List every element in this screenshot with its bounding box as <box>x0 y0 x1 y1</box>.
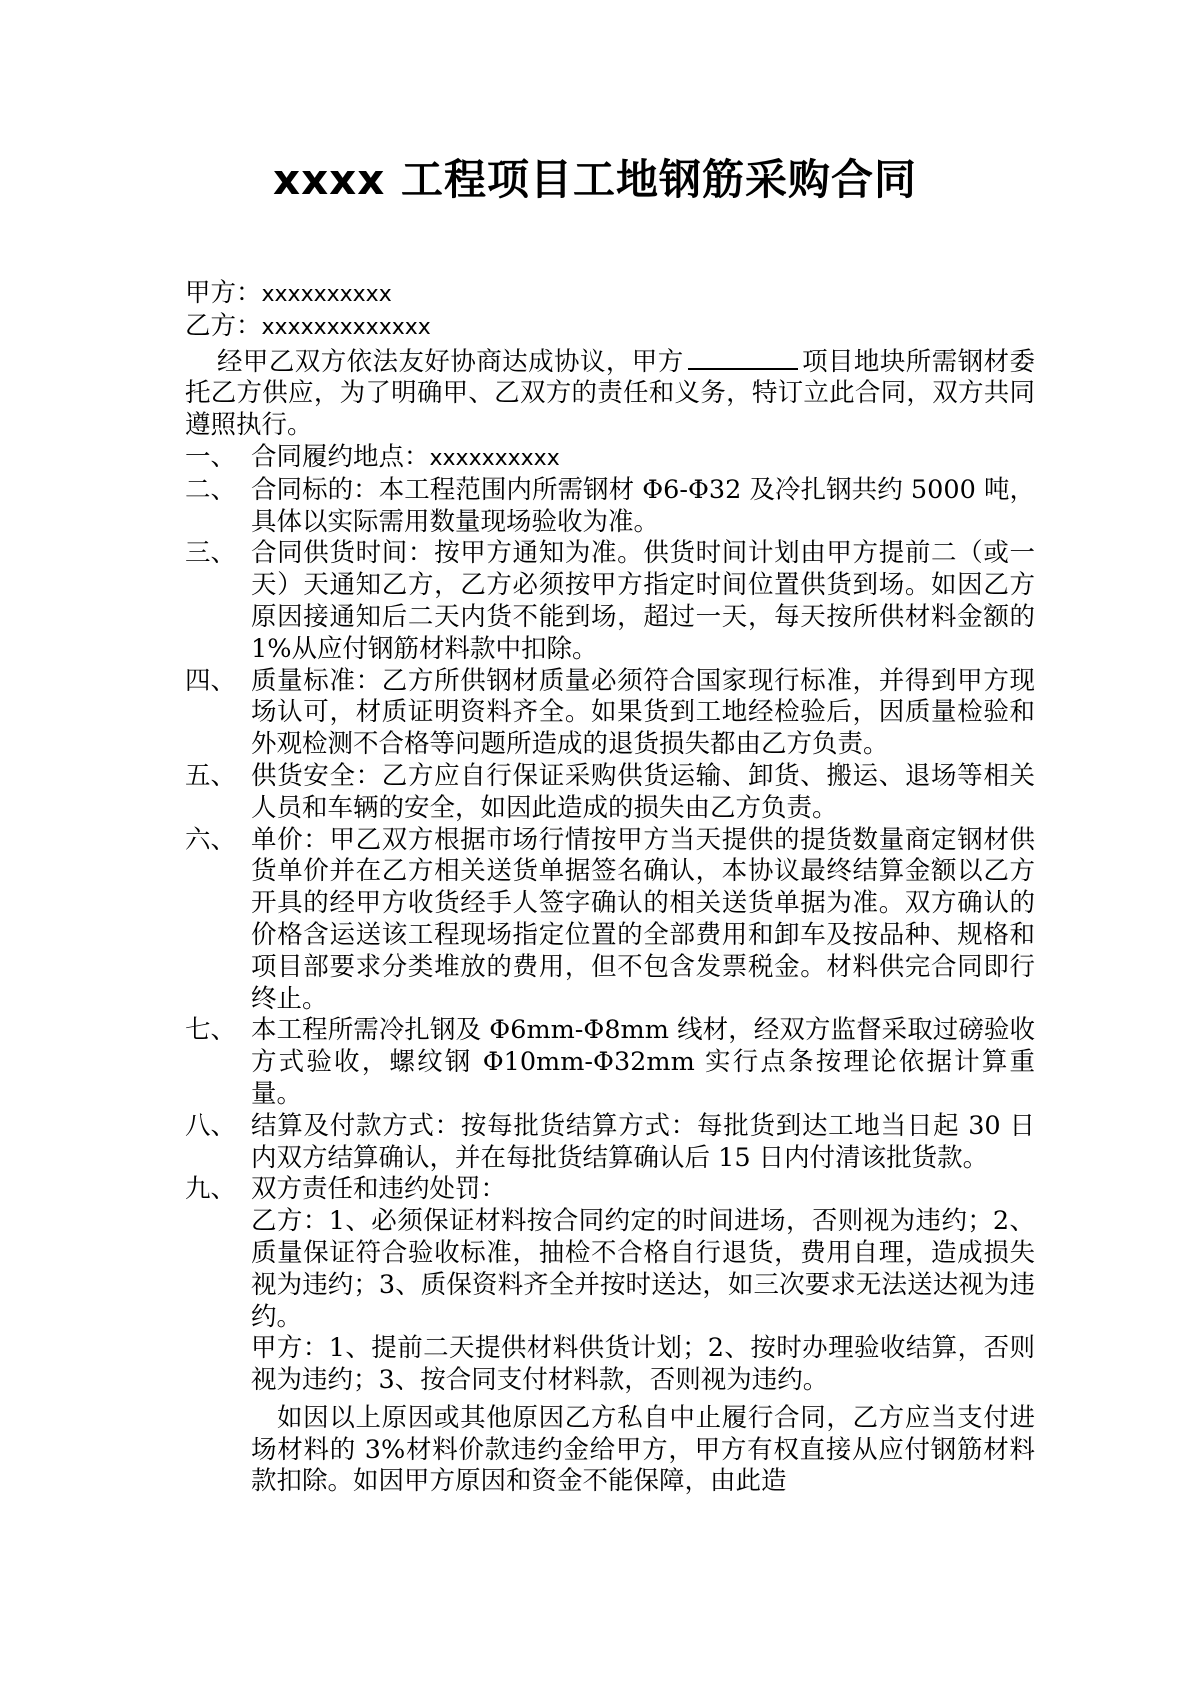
clause-4 <box>185 666 1035 761</box>
contract-body <box>185 278 1035 1498</box>
party-b-label: 乙方： <box>185 310 262 341</box>
clause-number: 三、 <box>185 538 237 569</box>
clause-number: 二、 <box>185 474 237 505</box>
clause-text <box>251 1174 1035 1397</box>
clause-text: 供货安全：乙方应自行保证采购供货运输、卸货、搬运、退场等相关人员和车辆的安全，如因此造成的损失由乙方负责。 <box>251 760 1035 823</box>
party-a-line <box>185 278 1035 311</box>
clause-text: 合同标的：本工程范围内所需钢材 Φ6-Φ32 及冷扎钢共约 5000 吨，具体以实际需用数量现场验收为准。 <box>251 474 1035 537</box>
clause-number: 四、 <box>185 665 237 696</box>
clause-text: 单价：甲乙双方根据市场行情按甲方当天提供的提货数量商定钢材供货单价并在乙方相关送货单据签名确认，本协议最终结算金额以乙方开具的经甲方收货经手人签字确认的相关送货单据为准。双方确认的价格含运送该工程现场指定位置的全部费用和卸车及按品种、规格和项目部要求分类堆放的费用，但不包含发票税金。材料供完合同即行终止。 <box>251 824 1035 1014</box>
clause-text: 质量标准：乙方所供钢材质量必须符合国家现行标准，并得到甲方现场认可，材质证明资料齐全。如果货到工地经检验后，因质量检验和外观检测不合格等问题所造成的退货损失都由乙方负责。 <box>251 665 1035 760</box>
clause-text <box>251 442 1035 475</box>
clause-text: 本工程所需冷扎钢及 Φ6mm-Φ8mm 线材，经双方监督采取过磅验收方式验收，螺纹钢 Φ10mm-Φ32mm 实行点条按理论依据计算重量。 <box>251 1015 1035 1109</box>
intro-after: 项目地块所需钢材委托乙方供应，为了明确甲、乙双方的责任和义务，特订立此合同，双方共同遵照执行。 <box>185 346 1035 441</box>
clause-3 <box>185 538 1035 665</box>
party-b-obligations: 乙方：1、必须保证材料按合同约定的时间进场，否则视为违约；2、质量保证符合验收标准，抽检不合格自行退货，费用自理，造成损失视为违约；3、质保资料齐全并按时送达，如三次要求无法送达视为违约。 <box>251 1206 1035 1332</box>
clause-number: 九、 <box>185 1174 237 1205</box>
clause-number: 六、 <box>185 824 237 855</box>
clause-number: 八、 <box>185 1110 237 1141</box>
party-a-obligations: 甲方：1、提前二天提供材料供货计划；2、按时办理验收结算，否则视为违约；3、按合同支付材料款，否则视为违约。 <box>251 1333 1035 1396</box>
party-b-value: xxxxxxxxxxxxx <box>261 314 431 340</box>
clause-number: 一、 <box>185 441 237 472</box>
clause-text: 结算及付款方式：按每批货结算方式：每批货到达工地当日起 30 日内双方结算确认，并在每批货结算确认后 15 日内付清该批货款。 <box>251 1110 1035 1173</box>
clause-8 <box>185 1111 1035 1175</box>
document-title: xxxx 工程项目工地钢筋采购合同 <box>273 155 917 204</box>
breach-paragraph: 如因以上原因或其他原因乙方私自中止履行合同，乙方应当支付进场材料的 3%材料价款违约金给甲方，甲方有权直接从应付钢筋材料款扣除。如因甲方原因和资金不能保障，由此造 <box>251 1402 1035 1497</box>
clause-2 <box>185 475 1035 539</box>
project-name-blank <box>688 344 798 370</box>
clause-1-label: 合同履约地点： <box>251 441 430 472</box>
party-a-label: 甲方： <box>185 278 262 308</box>
intro-before: 经甲乙双方依法友好协商达成协议，甲方 <box>217 346 684 377</box>
clause-1 <box>185 442 1035 475</box>
clause-5 <box>185 761 1035 825</box>
clause-1-value: xxxxxxxxxx <box>429 445 560 471</box>
clause-9 <box>185 1174 1035 1397</box>
clause-7 <box>185 1015 1035 1110</box>
party-a-value: xxxxxxxxxx <box>261 282 392 307</box>
clause-9-heading: 双方责任和违约处罚： <box>251 1174 507 1205</box>
clause-number: 五、 <box>185 760 237 791</box>
intro-paragraph <box>185 344 1035 442</box>
clause-6 <box>185 825 1035 1016</box>
clause-text: 合同供货时间：按甲方通知为准。供货时间计划由甲方提前二（或一天）天通知乙方，乙方必须按甲方指定时间位置供货到场。如因乙方原因接通知后二天内货不能到场，超过一天，每天按所供材料金额的 1%从应付钢筋材料款中扣除。 <box>251 538 1035 664</box>
clause-number: 七、 <box>185 1015 237 1046</box>
party-b-line <box>185 311 1035 344</box>
